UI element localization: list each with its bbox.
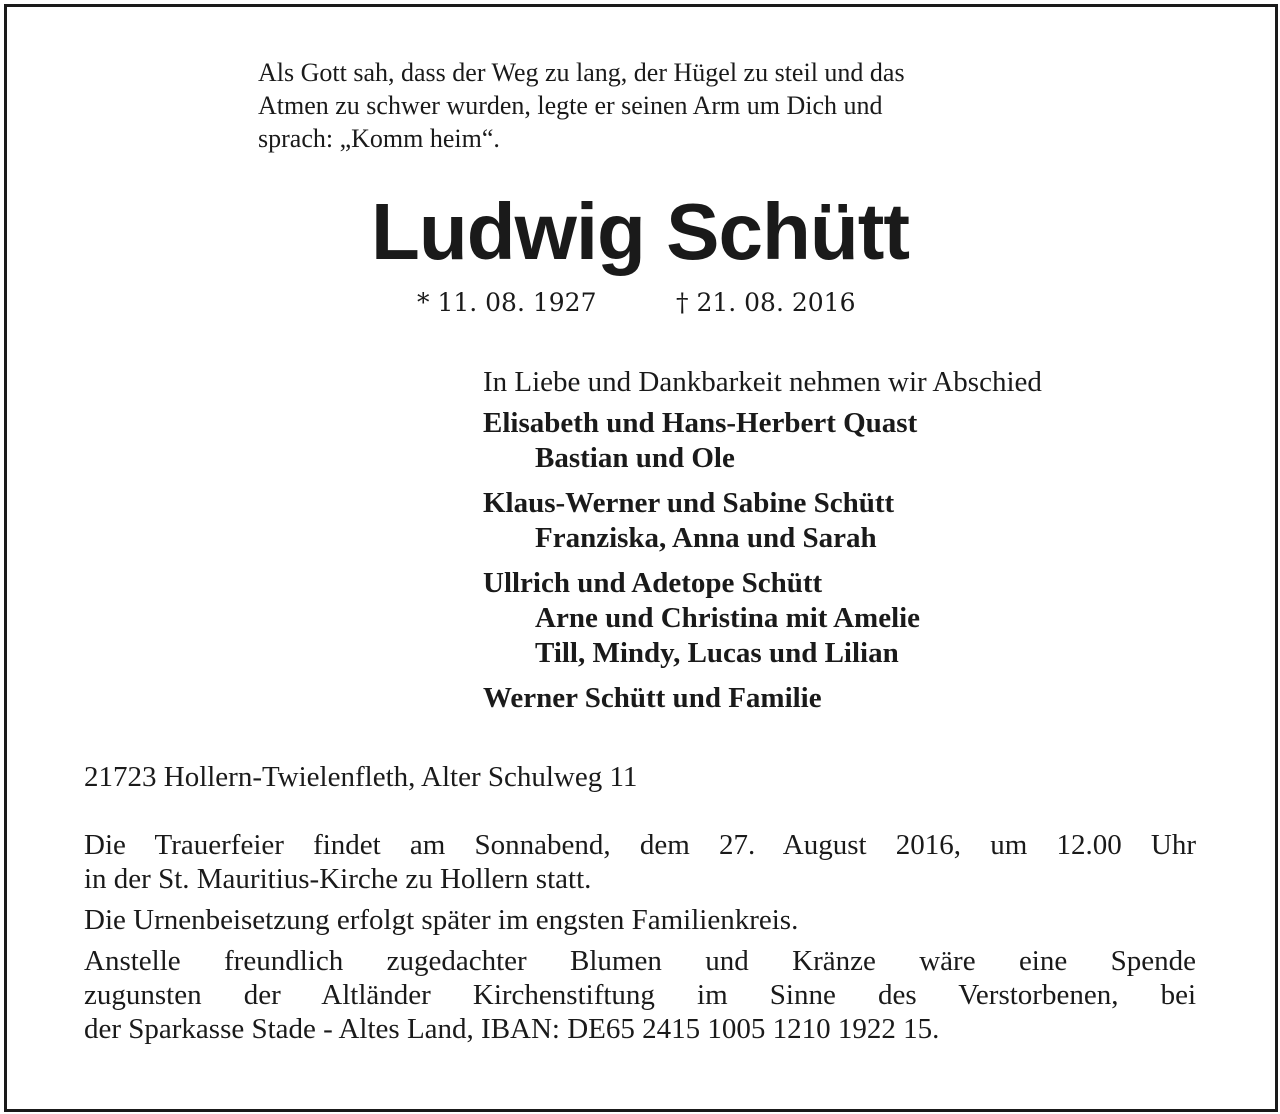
- poem: [258, 56, 1058, 155]
- mourner-main: Ullrich und Adetope Schütt: [483, 567, 823, 599]
- text-line: Anstelle freundlich zugedachter Blumen und Kränze wäre eine Spende: [84, 945, 1196, 977]
- birth-date: * 11. 08. 1927: [417, 288, 597, 317]
- mourner-sub: Till, Mindy, Lucas und Lilian: [535, 637, 899, 669]
- mourner-main: Klaus-Werner und Sabine Schütt: [483, 487, 895, 519]
- text-line: der Sparkasse Stade - Altes Land, IBAN: DE65 2415 1005 1210 1922 15.: [84, 1013, 940, 1045]
- poem-line: sprach: „Komm heim“.: [258, 124, 500, 153]
- text-line: Die Urnenbeisetzung erfolgt später im engsten Familienkreis.: [84, 904, 799, 936]
- mourner-main: Elisabeth und Hans-Herbert Quast: [483, 407, 918, 439]
- poem-line: Atmen zu schwer wurden, legte er seinen Arm um Dich und: [258, 91, 883, 120]
- burial-paragraph: [84, 903, 1196, 937]
- mourner-group: [483, 406, 1243, 476]
- mourner-sub: Arne und Christina mit Amelie: [535, 602, 921, 634]
- mourner-group: [483, 566, 1243, 671]
- mourners-block: [483, 362, 1243, 726]
- deceased-name: Ludwig Schütt: [370, 187, 909, 276]
- mourner-sub: Bastian und Ole: [535, 442, 735, 474]
- text-line: zugunsten der Altländer Kirchenstiftung im Sinne des Verstorbenen, bei: [84, 979, 1196, 1011]
- death-date: † 21. 08. 2016: [676, 288, 856, 317]
- ceremony-paragraph: [84, 828, 1196, 896]
- text-line: in der St. Mauritius-Kirche zu Hollern statt.: [84, 863, 592, 895]
- address: 21723 Hollern-Twielenfleth, Alter Schulweg 11: [84, 761, 638, 793]
- ceremony-info: [84, 828, 1196, 1053]
- mourner-sub: Franziska, Anna und Sarah: [535, 522, 877, 554]
- text-line: Die Trauerfeier findet am Sonnabend, dem 27. August 2016, um 12.00 Uhr: [84, 829, 1196, 861]
- donation-paragraph: [84, 944, 1196, 1046]
- mourner-main: Werner Schütt und Familie: [483, 682, 822, 714]
- farewell-intro: In Liebe und Dankbarkeit nehmen wir Abschied: [483, 366, 1042, 398]
- poem-line: Als Gott sah, dass der Weg zu lang, der Hügel zu steil und das: [258, 58, 905, 87]
- mourner-group: [483, 681, 1243, 716]
- mourner-group: [483, 486, 1243, 556]
